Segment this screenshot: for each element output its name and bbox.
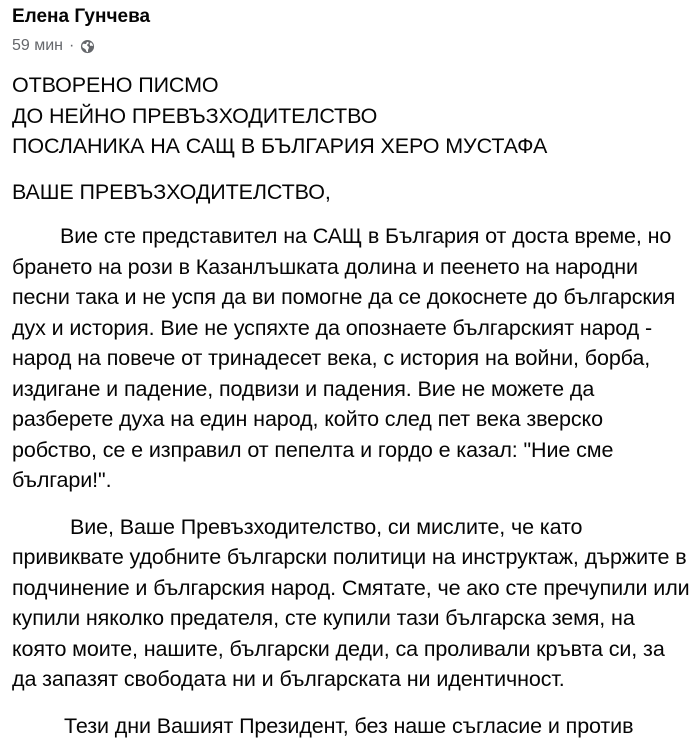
paragraph-3: Тези дни Вашият Президент, без наше съгласие и против: [64, 713, 634, 738]
paragraph-1: Вие сте представител на САЩ в България от доста време, но брането на рози в Казанлъшката долина и пеенето на народни песни така и не успя да ви помогне да се докоснете до българския дух и история. Вие не успяхте да опознаете българският народ - народ на повече от тринадесет века, с история на войни, борба, издигане и падение, подвизи и падения. Вие не можете да разберете духа на един народ, който след пет века зверско робство, се е изправил от пепелта и гордо е казал: "Ние сме българи!".: [12, 224, 682, 492]
post-meta: [12, 36, 692, 56]
post-time[interactable]: 59 мин: [12, 37, 64, 54]
post-body: [12, 70, 696, 741]
heading-line-1: ОТВОРЕНО ПИСМО: [12, 73, 219, 97]
letter-heading: [12, 70, 692, 162]
heading-line-3: ПОСЛАНИКА НА САЩ В БЪЛГАРИЯ ХЕРО МУСТАФА: [12, 134, 548, 158]
meta-separator: ·: [69, 37, 75, 54]
post-author[interactable]: Елена Гунчева: [12, 6, 151, 27]
globe-icon[interactable]: [80, 39, 95, 54]
post: [12, 0, 696, 741]
paragraph-2: Вие, Ваше Превъзходителство, си мислите, че като привиквате удобните български политици на инструктаж, държите в подчинение и българския народ. Смятате, че ако сте пречупили или купили няколко предателя, сте купили тази българска земя, на която моите, нашите, български деди, са проливали кръвта си, за да запазят свободата ни и българската ни идентичност.: [12, 514, 696, 691]
heading-line-2: ДО НЕЙНО ПРЕВЪЗХОДИТЕЛСТВО: [12, 103, 378, 128]
letter-greeting: ВАШЕ ПРЕВЪЗХОДИТЕЛСТВО,: [12, 179, 331, 204]
